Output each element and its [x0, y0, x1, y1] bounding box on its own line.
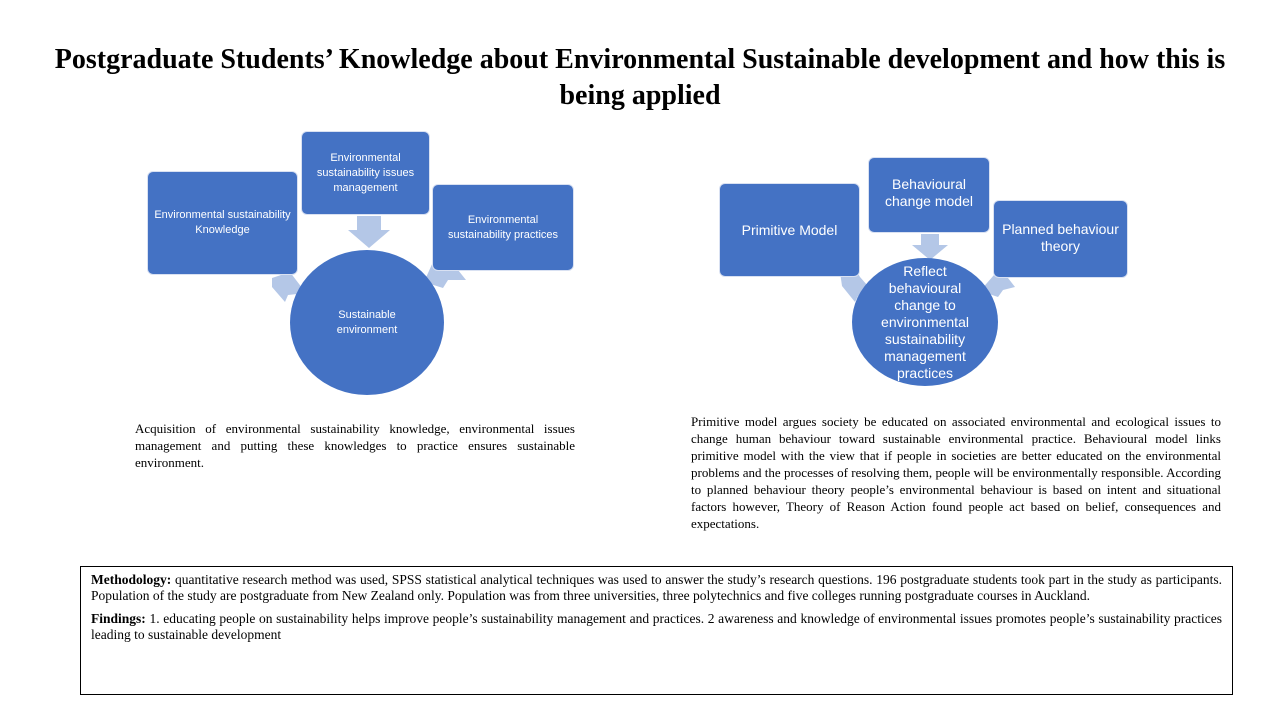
knowledge-label: Environmental sustainability Knowledge — [154, 209, 291, 236]
findings-label: Findings: — [91, 611, 146, 626]
methodology-text: quantitative research method was used, SPSS statistical analytical techniques was used to answer the study’s research questions. 196 postgraduate students took part in the study as participants. Population of the study are postgraduate from New Zealand only. Population was from three universities, three polytechnics and five colleges running postgraduate courses in Auckland. — [91, 572, 1222, 603]
issues-management-label: Environmental sustainability issues management — [316, 151, 415, 194]
practices-label: Environmental sustainability practices — [447, 213, 559, 241]
page-title: Postgraduate Students’ Knowledge about Environmental Sustainable development and how this is being applied — [54, 44, 1226, 111]
sustainable-environment-circle — [290, 250, 444, 395]
primitive-model-box — [719, 183, 860, 277]
arrow-down-icon — [912, 234, 948, 260]
planned-behaviour-box — [993, 200, 1128, 278]
left-description: Acquisition of environmental sustainability knowledge, environmental issues management and putting these knowledges to practice ensures sustainable environment. — [135, 421, 575, 470]
right-description: Primitive model argues society be educated on associated environmental and ecological issues to change human behaviour toward sustainable environmental practice. Behavioural model links primitive model with the view that if people in societies are better educated on the environmental problems and the processes of resolving them, people will be environmentally responsible. According to planned behaviour theory people’s environmental behaviour is based on intent and situational factors however, Theory of Reason Action found people act based on belief, consequences and expectations. — [691, 414, 1221, 531]
primitive-model-label: Primitive Model — [741, 221, 838, 238]
behaviour-change-circle — [852, 258, 998, 386]
circle-label: Reflect behavioural change to environmental sustainability management practices — [881, 262, 969, 381]
methodology-paragraph — [91, 572, 1222, 604]
behavioural-change-box — [868, 157, 990, 233]
issues-management-box — [301, 131, 430, 215]
summary-box — [80, 566, 1233, 695]
findings-paragraph — [91, 611, 1222, 643]
arrow-down-icon — [348, 216, 390, 248]
methodology-label: Methodology: — [91, 572, 172, 587]
findings-text: 1. educating people on sustainability helps improve people’s sustainability management and practices. 2 awareness and knowledge of environmental issues promotes people’s sustainability practices leading to sustainable development — [91, 611, 1222, 642]
practices-box — [432, 184, 574, 271]
behavioural-change-label: Behavioural change model — [885, 176, 973, 209]
planned-behaviour-label: Planned behaviour theory — [1002, 221, 1119, 254]
circle-label: Sustainable environment — [336, 308, 398, 336]
knowledge-box — [147, 171, 298, 275]
